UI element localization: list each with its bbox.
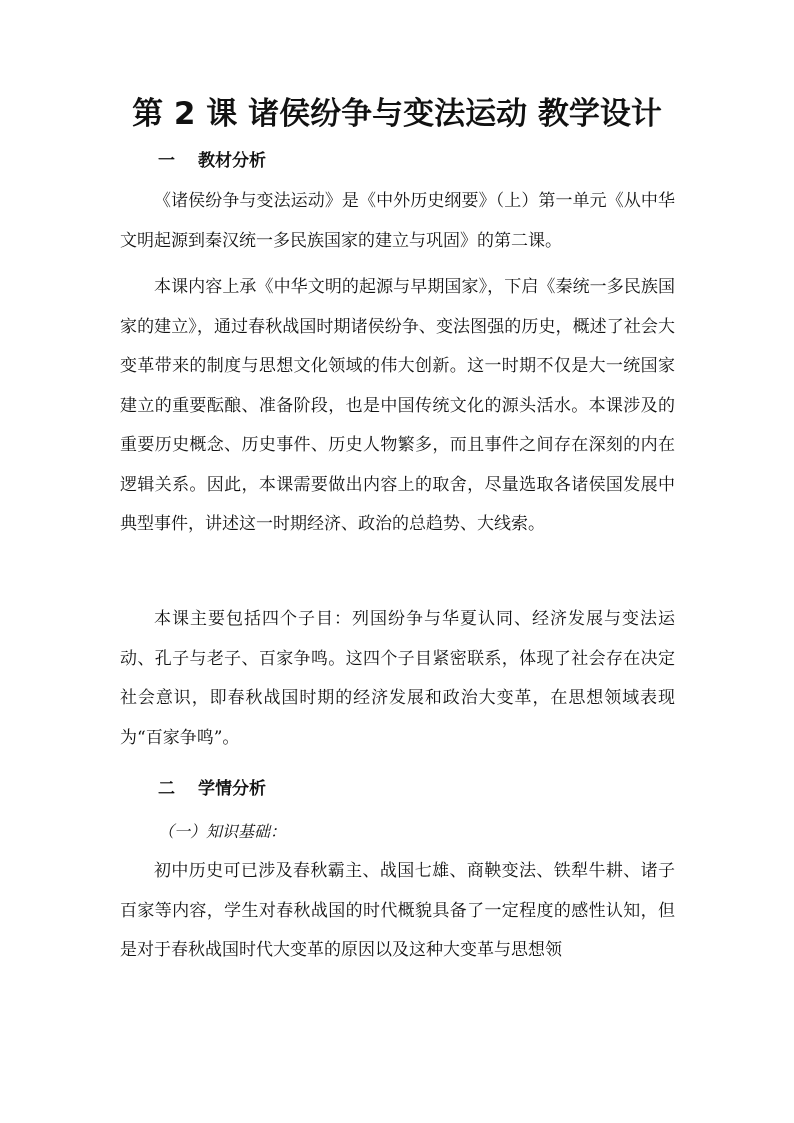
paragraph-course-subsections: 本课主要包括四个子目：列国纷争与华夏认同、经济发展与变法运动、孔子与老子、百家争鸣。这四个子目紧密联系，体现了社会存在决定社会意识，即春秋战国时期的经济发展和政治大变革，在思想领域表现为“百家争鸣”。 xyxy=(120,609,675,748)
paragraph-knowledge-base: 初中历史可已涉及春秋霸主、战国七雄、商鞅变法、铁犁牛耕、诸子百家等内容，学生对春秋战国的时代概貌具备了一定程度的感性认知，但是对于春秋战国时代大变革的原因以及这种大变革与思想领 xyxy=(120,861,675,960)
section-number: 一 xyxy=(158,151,175,171)
section-heading-student-analysis xyxy=(158,775,266,803)
paragraph-course-content: 本课内容上承《中华文明的起源与早期国家》，下启《秦统一多民族国家的建立》，通过春秋战国时期诸侯纷争、变法图强的历史，概述了社会大变革带来的制度与思想文化领域的伟大创新。这一时期不仅是大一统国家建立的重要酝酿、准备阶段，也是中国传统文化的源头活水。本课涉及的重要历史概念、历史事件、历史人物繁多，而且事件之间存在深刻的内在逻辑关系。因此，本课需要做出内容上的取舍，尽量选取各诸侯国发展中典型事件，讲述这一时期经济、政治的总趋势、大线索。 xyxy=(120,277,675,534)
page-title: 第 2 课 诸侯纷争与变法运动 教学设计 xyxy=(132,96,662,132)
section-number: 二 xyxy=(158,779,175,799)
section-heading-text: 教材分析 xyxy=(198,151,266,171)
subheading-knowledge-base: （一）知识基础： xyxy=(158,822,287,841)
paragraph-course-position: 《诸侯纷争与变法运动》是《中外历史纲要》（上）第一单元《从中华文明起源到秦汉统一多民族国家的建立与巩固》的第二课。 xyxy=(120,191,675,251)
section-heading-textbook-analysis xyxy=(158,147,266,175)
section-heading-text: 学情分析 xyxy=(198,779,266,799)
